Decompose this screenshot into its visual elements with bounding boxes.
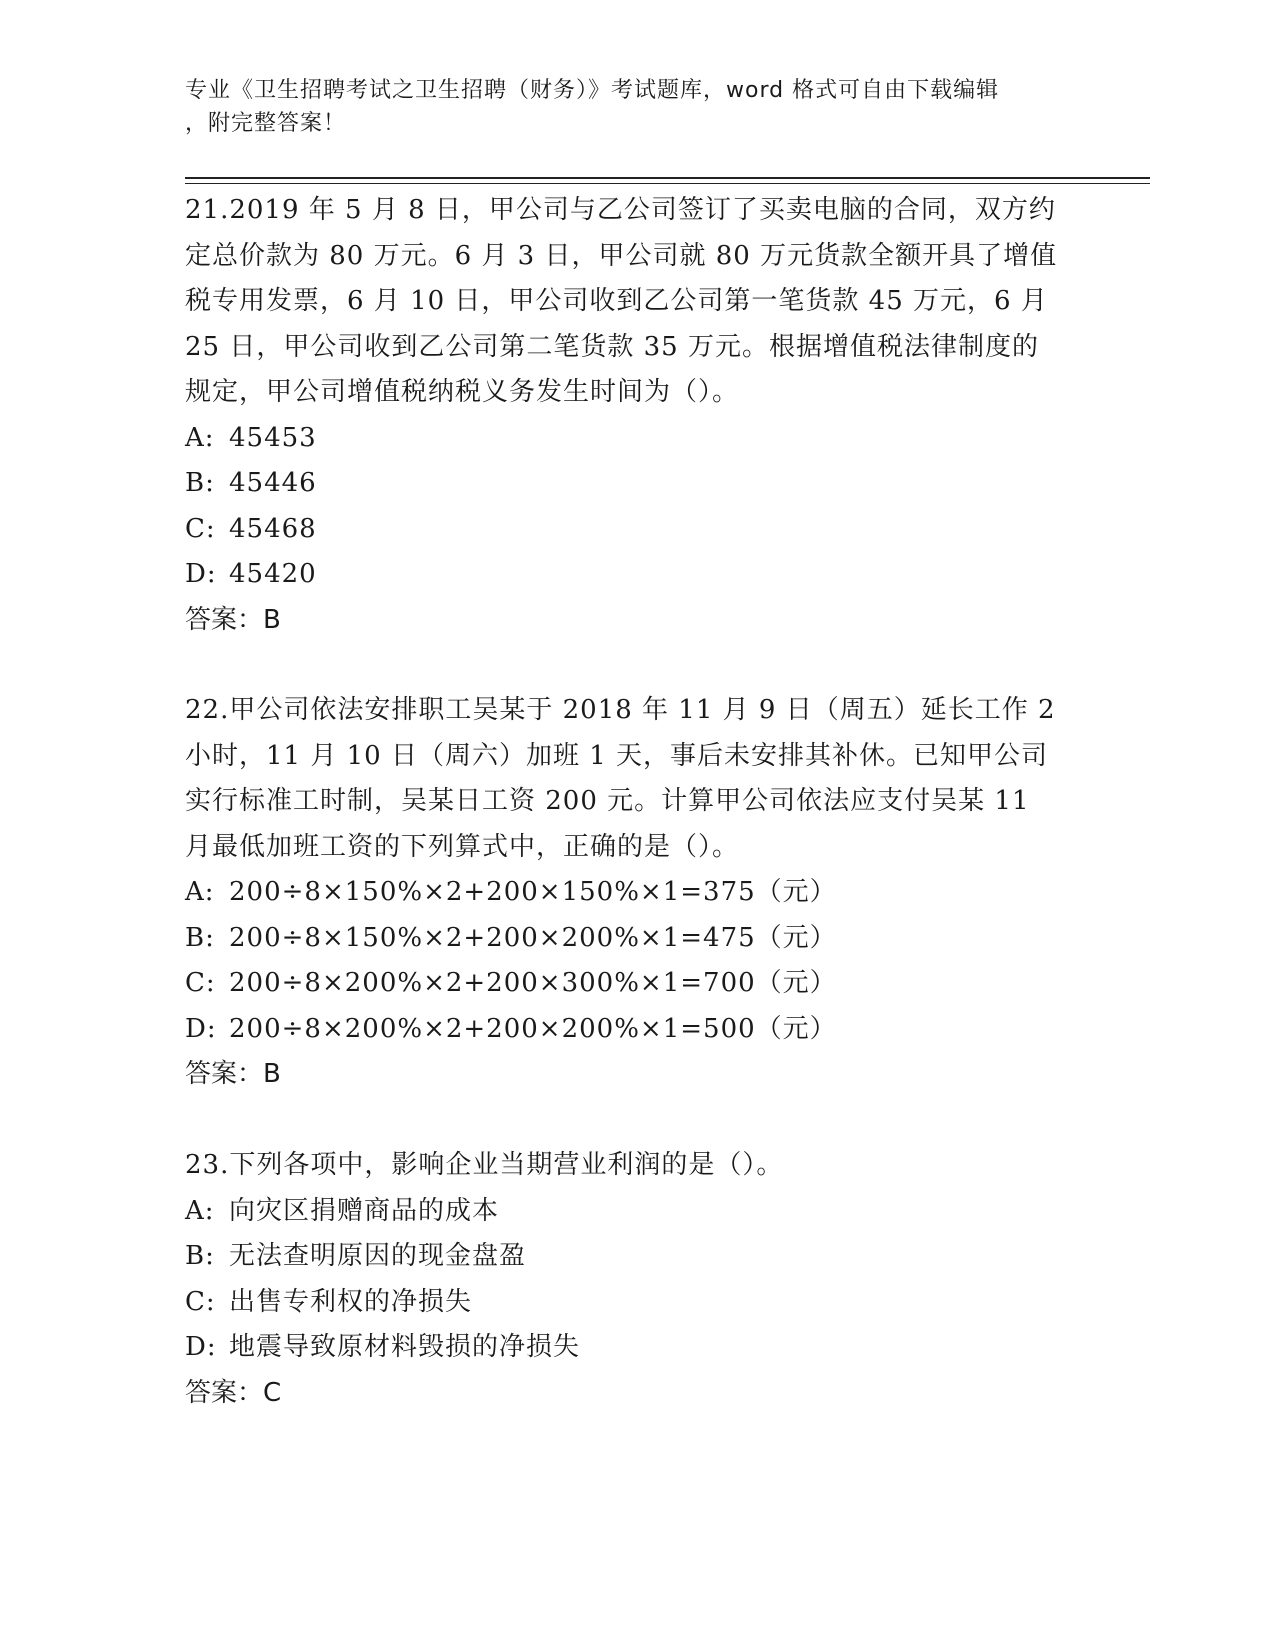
option-text: 45420 [229, 559, 317, 589]
stem-line: 月最低加班工资的下列算式中，正确的是（）。 [185, 831, 740, 862]
option-a [185, 870, 1085, 916]
stem-line: 税专用发票，6 月 10 日，甲公司收到乙公司第一笔货款 45 万元，6 月 [185, 286, 1048, 316]
option-letter: D: [185, 1332, 217, 1362]
option-letter: C: [185, 968, 216, 998]
option-text: 45468 [229, 513, 317, 544]
option-letter: A: [185, 422, 215, 453]
option-text: 200÷8×200%×2+200×300%×1=700（元） [229, 968, 837, 998]
option-c [185, 1280, 1085, 1326]
stem-line: 25 日，甲公司收到乙公司第二笔货款 35 万元。根据增值税法律制度的 [185, 331, 1039, 362]
stem-line: 实行标准工时制，吴某日工资 200 元。计算甲公司依法应支付吴某 11 [185, 786, 1030, 816]
option-letter: A: [185, 1195, 215, 1226]
option-d [185, 1325, 1085, 1371]
option-text: 出售专利权的净损失 [229, 1286, 473, 1317]
question-22 [185, 688, 1085, 1098]
option-c [185, 961, 1085, 1007]
option-d [185, 1007, 1085, 1053]
option-letter: B: [185, 1241, 215, 1271]
option-a [185, 416, 1085, 462]
header-line-2: ，附完整答案！ [185, 111, 347, 136]
answer-line: 答案：C [185, 1377, 282, 1408]
option-b [185, 461, 1085, 507]
option-text: 向灾区捐赠商品的成本 [229, 1195, 500, 1226]
option-text: 200÷8×150%×2+200×150%×1=375（元） [229, 877, 837, 907]
option-letter: B: [185, 922, 215, 953]
question-23 [185, 1143, 1085, 1416]
option-d [185, 552, 1085, 598]
question-21 [185, 188, 1085, 643]
stem-line: 21.2019 年 5 月 8 日，甲公司与乙公司签订了买卖电脑的合同，双方约 [185, 195, 1056, 225]
option-letter: D: [185, 1013, 217, 1044]
option-letter: D: [185, 559, 217, 589]
option-a [185, 1189, 1085, 1235]
option-text: 45453 [229, 422, 317, 453]
stem-line: 定总价款为 80 万元。6 月 3 日，甲公司就 80 万元货款全额开具了增值 [185, 240, 1058, 271]
stem-line: 23.下列各项中，影响企业当期营业利润的是（）。 [185, 1150, 784, 1180]
question-stem [185, 188, 1085, 416]
stem-line: 规定，甲公司增值税纳税义务发生时间为（）。 [185, 377, 740, 407]
question-stem [185, 688, 1085, 870]
option-letter: C: [185, 1286, 216, 1317]
option-text: 200÷8×150%×2+200×200%×1=475（元） [229, 922, 837, 953]
option-c [185, 507, 1085, 553]
answer-line: 答案：B [185, 604, 281, 635]
document-header [185, 74, 1085, 140]
header-line-1: 专业《卫生招聘考试之卫生招聘（财务）》考试题库，word 格式可自由下载编辑 [185, 78, 1000, 103]
header-divider-thick [185, 177, 1150, 179]
option-text: 45446 [229, 468, 317, 498]
option-text: 无法查明原因的现金盘盈 [229, 1241, 527, 1271]
option-letter: A: [185, 877, 215, 907]
answer-line: 答案：B [185, 1059, 281, 1089]
header-divider-thin [185, 183, 1150, 184]
option-text: 200÷8×200%×2+200×200%×1=500（元） [229, 1013, 837, 1044]
stem-line: 小时，11 月 10 日（周六）加班 1 天，事后未安排其补休。已知甲公司 [185, 740, 1049, 771]
option-b [185, 1234, 1085, 1280]
question-stem [185, 1143, 1085, 1189]
stem-line: 22.甲公司依法安排职工吴某于 2018 年 11 月 9 日（周五）延长工作 2 [185, 695, 1056, 725]
option-letter: C: [185, 513, 216, 544]
option-text: 地震导致原材料毁损的净损失 [229, 1332, 581, 1362]
option-letter: B: [185, 468, 215, 498]
option-b [185, 916, 1085, 962]
